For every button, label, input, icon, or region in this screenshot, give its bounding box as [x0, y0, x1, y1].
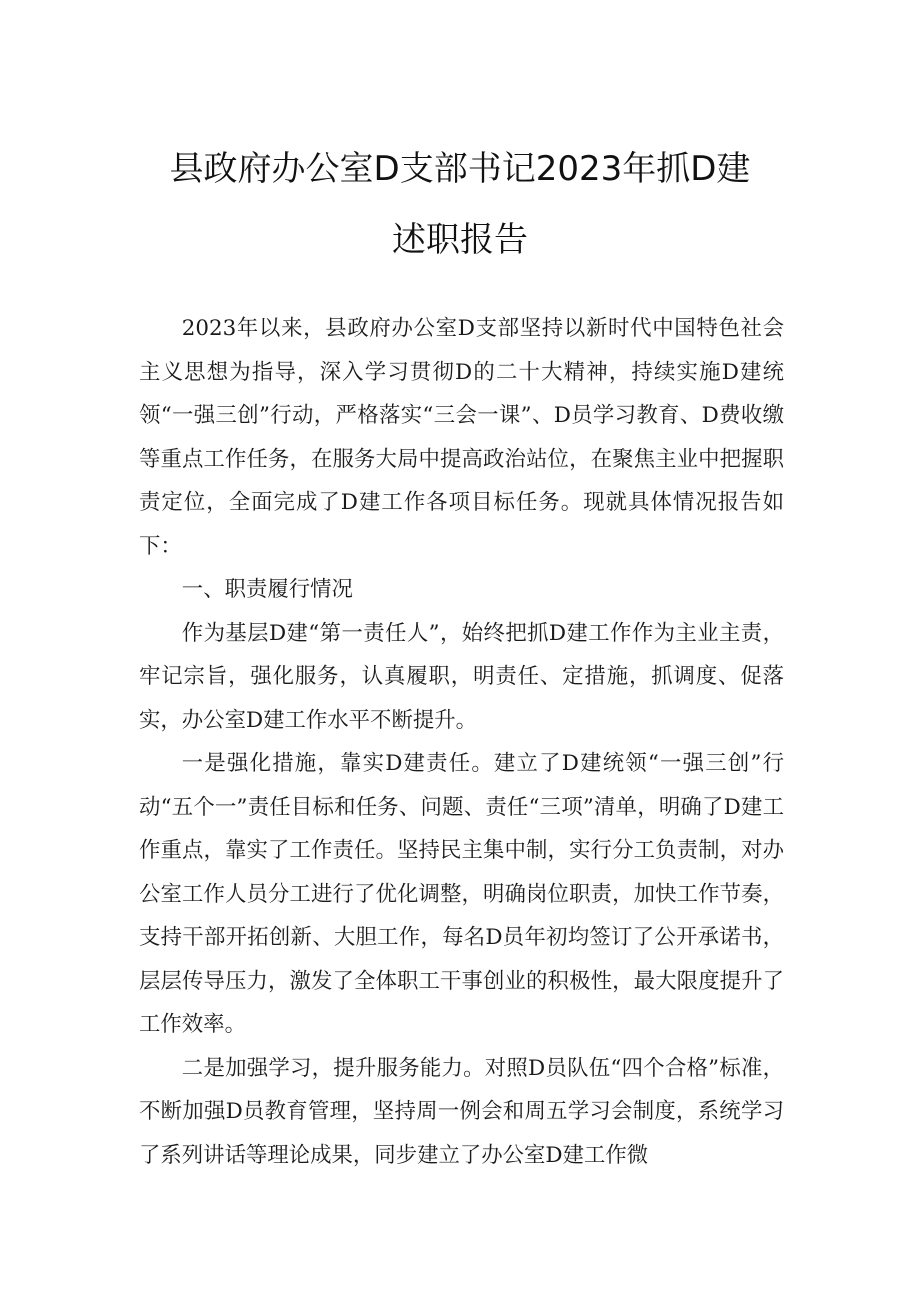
- paragraph-measures: 一是强化措施，靠实D建责任。建立了D建统领“一强三创”行动“五个一”责任目标和任务、问题、责任“三项”清单，明确了D建工作重点，靠实了工作责任。坚持民主集中制，实行分工负责制，对办公室工作人员分工进行了优化调整，明确岗位职责，加快工作节奏，支持干部开拓创新、大胆工作，每名D员年初均签订了公开承诺书，层层传导压力，激发了全体职工干事创业的积极性，最大限度提升了工作效率。: [139, 751, 784, 1037]
- document-body: [139, 307, 784, 1177]
- document-title-line-1: 县政府办公室D支部书记2023年抓D建: [169, 149, 751, 189]
- document-title-line-2: 述职报告: [392, 220, 528, 260]
- paragraph-learning: 二是加强学习，提升服务能力。对照D员队伍“四个合格”标准，不断加强D员教育管理，坚持周一例会和周五学习会制度，系统学习了系列讲话等理论成果，同步建立了办公室D建工作微: [139, 1055, 784, 1168]
- paragraph-intro: 2023年以来，县政府办公室D支部坚持以新时代中国特色社会主义思想为指导，深入学习贯彻D的二十大精神，持续实施D建统领“一强三创”行动，严格落实“三会一课”、D员学习教育、D费收缴等重点工作任务，在服务大局中提高政治站位，在聚焦主业中把握职责定位，全面完成了D建工作各项目标任务。现就具体情况报告如下：: [139, 316, 784, 559]
- paragraph-responsibility: 作为基层D建“第一责任人”，始终把抓D建工作作为主业主责，牢记宗旨，强化服务，认真履职，明责任、定措施，抓调度、促落实，办公室D建工作水平不断提升。: [139, 620, 784, 733]
- section-heading: 一、职责履行情况: [181, 577, 353, 602]
